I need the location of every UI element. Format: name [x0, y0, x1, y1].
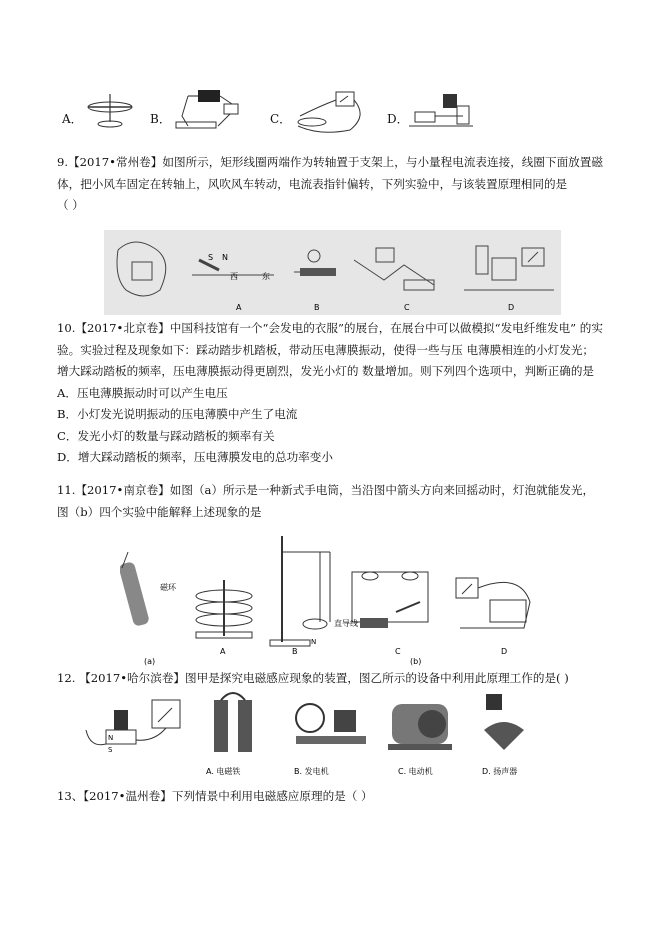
question-11: [57, 480, 605, 523]
q9-fig-label-a: A: [236, 303, 242, 312]
q8-option-a-label: A．: [62, 112, 83, 126]
question-10-option-a: A．压电薄膜振动时可以产生电压: [57, 385, 228, 400]
q11-caption-b: (b): [410, 657, 422, 666]
q12-option-a-figure: [206, 693, 252, 776]
question-10: [57, 318, 605, 469]
question-10-line-3: 增大踩动踏板的频率，压电薄膜振动得更剧烈，发光小灯的 数量增加。则下列四个选项中，判断正确的是: [57, 364, 595, 378]
question-10-line-1: 10.【2017•北京卷】中国科技馆有一个“会发电的衣服”的展台，在展台中可以做模拟“发电纤维发电” 的实: [57, 321, 603, 335]
q9-fig-label-d: D: [508, 303, 515, 312]
q12-caption-c: C. 电动机: [398, 767, 433, 776]
q8-option-a-figure: [84, 90, 136, 132]
q11-fig-label-c: C: [395, 647, 401, 656]
q12-option-c-figure: [388, 704, 452, 776]
q8-option-b-figure: [168, 86, 246, 136]
q8-option-b-label: B．: [150, 112, 171, 126]
q9-fig-text-n: N: [222, 253, 228, 262]
q12-option-b-figure: [294, 704, 366, 776]
question-9-line-1: 9.【2017•常州卷】如图所示，矩形线圈两端作为转轴置于支架上，与小量程电流表连接，线圈下面放置磁: [57, 155, 603, 169]
question-9: [57, 152, 605, 217]
question-9-figure-strip: [104, 230, 561, 315]
question-10-line-2: 验。实验过程及现象如下：踩动踏步机踏板，带动压电薄膜振动，使得一些与压 电薄膜相连的小灯发光；: [57, 342, 595, 357]
q11-figure-a-flashlight: [120, 552, 155, 666]
question-12-figure: [84, 690, 544, 782]
q11-fig-label-d: D: [501, 647, 508, 656]
q11-fig-text-wire: 直导线: [334, 619, 358, 628]
question-9-line-2: 体，把小风车固定在转轴上，风吹风车转动，电流表指针偏转，下列实验中，与该装置原理相同的是: [57, 176, 568, 191]
q11-figure-b: [270, 536, 358, 656]
q11-fig-text-ring: 磁环: [160, 583, 176, 592]
q9-fig-text-west: 西: [230, 272, 238, 281]
q9-fig-text-east: 东: [262, 272, 270, 281]
q11-fig-text-n: N: [311, 638, 317, 646]
q11-figure-a: [160, 580, 252, 656]
q9-fig-label-c: C: [404, 303, 410, 312]
question-11-line-1: 11.【2017•南京卷】如图（a）所示是一种新式手电筒，当沿图中箭头方向来回摇动时，灯泡就能发光，: [57, 483, 595, 497]
q12-option-d-figure: [482, 694, 524, 776]
q9-fig-text-s: S: [208, 253, 214, 262]
q12-fig-text-n: N: [108, 734, 114, 742]
question-10-option-c: C．发光小灯的数量与踩动踏板的频率有关: [57, 428, 275, 443]
question-13: 13、【2017•温州卷】下列情景中利用电磁感应原理的是（ ）: [57, 789, 373, 803]
question-11-figure: [120, 532, 550, 670]
q12-figure-apparatus: [86, 700, 180, 754]
q12-caption-a: A. 电磁铁: [206, 767, 241, 776]
q11-caption-a: (a): [144, 657, 156, 666]
q8-option-d-label: D．: [387, 112, 409, 126]
q11-figure-d: [456, 578, 530, 656]
q12-caption-b: B. 发电机: [294, 767, 329, 776]
q8-option-d-figure: [405, 88, 477, 134]
q8-option-c-label: C．: [270, 112, 292, 126]
q11-fig-label-a: A: [220, 647, 226, 656]
question-12: 12. 【2017•哈尔滨卷】图甲是探究电磁感应现象的装置，图乙所示的设备中利用此原理工作的是( ): [57, 671, 569, 685]
question-9-answer-blank: （ ）: [57, 198, 84, 212]
q11-figure-c: [352, 572, 428, 666]
q11-fig-label-b: B: [292, 647, 298, 656]
q8-option-c-figure: [290, 86, 370, 138]
q9-fig-label-b: B: [314, 303, 320, 312]
q12-fig-text-s: S: [108, 746, 113, 754]
q12-caption-d: D. 扬声器: [482, 767, 518, 776]
question-10-option-d: D．增大踩动踏板的频率，压电薄膜发电的总功率变小: [57, 450, 333, 464]
question-11-line-2: 图（b）四个实验中能解释上述现象的是: [57, 504, 262, 519]
question-10-option-b: B．小灯发光说明振动的压电薄膜中产生了电流: [57, 407, 298, 421]
